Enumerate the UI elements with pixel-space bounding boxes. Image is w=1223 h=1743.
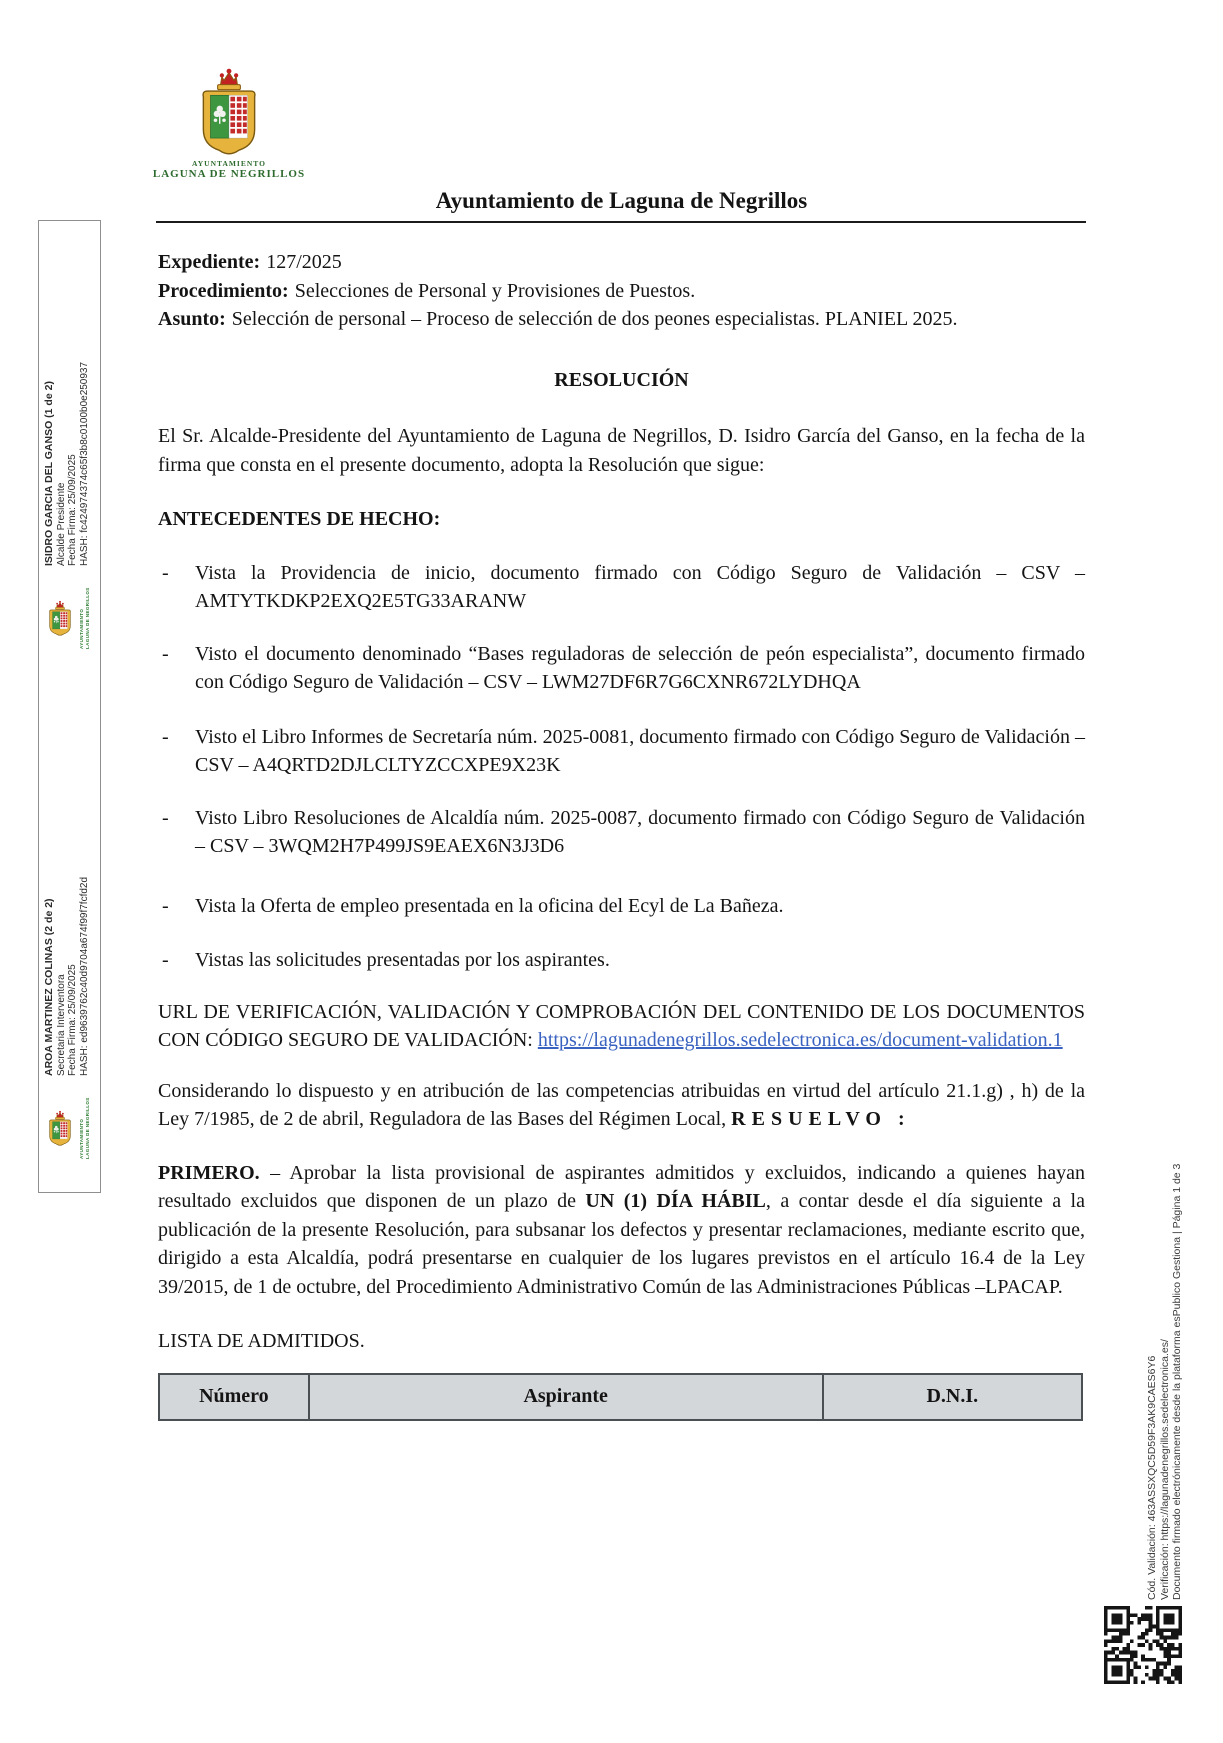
stamp-coat-of-arms xyxy=(45,599,75,637)
signer-name: ISIDRO GARCIA DEL GANSO (1 de 2) xyxy=(43,381,55,566)
gestiona-page-line: Documento firmado electrónicamente desde la plataforma esPublico Gestiona | Página 1 de 3 xyxy=(1171,1163,1183,1600)
intro-paragraph: El Sr. Alcalde-Presidente del Ayuntamiento de Laguna de Negrillos, D. Isidro García del Ganso, en la fecha de la firma que consta en el presente documento, adopta la Resolución que sigue: xyxy=(158,425,1085,476)
signer-role: Secretaria Interventora xyxy=(55,974,67,1076)
antecedente-text: Visto el documento denominado “Bases reguladoras de selección de peón especialista”, documento firmado con Código Seguro de Validación – CSV – LWM27DF6R7G6CXNR672LYDHQA xyxy=(195,642,1085,693)
coat-of-arms-logo xyxy=(193,64,265,158)
antecedente-text: Visto el Libro Informes de Secretaría núm. 2025-0081, documento firmado con Código Seguro de Validación – CSV – A4QRTD2DJLCLTYZCCXPE9X23K xyxy=(195,725,1085,776)
procedimiento-value: Selecciones de Personal y Provisiones de Puestos. xyxy=(294,279,696,302)
primero-text-1: – Aprobar la lista provisional de aspirantes admitidos y excluidos, indicando a quienes hayan resultado excluidos que disponen de un plazo de xyxy=(158,1161,1085,1212)
antecedente-item xyxy=(158,640,1085,697)
qr-code xyxy=(1104,1606,1182,1684)
admitidos-table xyxy=(158,1373,1083,1421)
logo-caption-line1: AYUNTAMIENTO xyxy=(192,159,266,168)
signature-date: Fecha Firma: 25/09/2025 xyxy=(67,964,78,1076)
lista-heading: LISTA DE ADMITIDOS. xyxy=(158,1330,365,1352)
header-divider xyxy=(156,221,1086,223)
antecedente-text: Vista la Oferta de empleo presentada en la oficina del Ecyl de La Bañeza. xyxy=(195,894,784,917)
validation-strip xyxy=(1146,1164,1184,1600)
antecedentes-heading: ANTECEDENTES DE HECHO: xyxy=(158,508,441,530)
stamp-caption xyxy=(79,1097,90,1159)
column-header-dni: D.N.I. xyxy=(823,1374,1082,1420)
document-body xyxy=(158,248,1085,1421)
verification-url-line: Verificación: https://lagunadenegrillos.sedelectronica.es/ xyxy=(1158,1339,1171,1600)
antecedente-item xyxy=(158,723,1085,780)
antecedente-item xyxy=(158,559,1085,616)
antecedente-item xyxy=(158,892,1085,921)
page-title: Ayuntamiento de Laguna de Negrillos xyxy=(435,188,808,213)
logo-caption-line2: LAGUNA DE NEGRILLOS xyxy=(152,168,306,180)
asunto-line xyxy=(158,305,1085,334)
dash-bullet: - xyxy=(162,561,169,584)
dash-bullet: - xyxy=(162,725,169,748)
resolucion-heading: RESOLUCIÓN xyxy=(554,368,689,391)
stamp-caption xyxy=(79,587,90,649)
url-paragraph xyxy=(158,998,1085,1055)
dash-bullet: - xyxy=(162,642,169,665)
antecedente-text: Vista la Providencia de inicio, documento firmado con Código Seguro de Validación – CSV – AMTYTKDKP2EXQ2E5TG33ARANW xyxy=(195,561,1085,612)
primero-paragraph xyxy=(158,1159,1085,1302)
validation-url-link[interactable]: https://lagunadenegrillos.sedelectronica.es/document-validation.1 xyxy=(537,1029,1063,1051)
signature-hash: HASH: fc424974374c65f3b8c0100b0e250937 xyxy=(78,361,90,566)
expediente-label: Expediente: xyxy=(158,251,261,273)
stamp-caption-line1: AYUNTAMIENTO xyxy=(79,1118,84,1159)
stamp-caption-line2: LAGUNA DE NEGRILLOS xyxy=(84,1097,90,1159)
primero-bold-phrase: UN (1) DÍA HÁBIL xyxy=(585,1190,766,1212)
url-text: URL DE VERIFICACIÓN, VALIDACIÓN Y COMPROBACIÓN DEL CONTENIDO DE LOS DOCUMENTOS CON CÓDIGO SEGURO DE VALIDACIÓN: xyxy=(158,1000,1085,1051)
procedimiento-line xyxy=(158,277,1085,306)
dash-bullet: - xyxy=(162,806,169,829)
signature-date: Fecha Firma: 25/09/2025 xyxy=(67,454,78,566)
signature-block-2 xyxy=(44,877,90,1076)
antecedente-item xyxy=(158,804,1085,861)
asunto-value: Selección de personal – Proceso de selección de dos peones especialistas. PLANIEL 2025. xyxy=(231,308,958,330)
table-header-row xyxy=(159,1374,1082,1420)
expediente-value: 127/2025 xyxy=(266,251,342,273)
expediente-line xyxy=(158,248,1085,277)
stamp-caption-line1: AYUNTAMIENTO xyxy=(79,608,84,649)
column-header-aspirante: Aspirante xyxy=(309,1374,823,1420)
signature-block-1 xyxy=(44,362,90,566)
dash-bullet: - xyxy=(162,894,169,917)
signer-name: AROA MARTINEZ COLINAS (2 de 2) xyxy=(43,898,55,1076)
dash-bullet: - xyxy=(162,949,169,971)
antecedente-text: Visto Libro Resoluciones de Alcaldía núm. 2025-0087, documento firmado con Código Seguro de Validación – CSV – 3WQM2H7P499JS9EAEX6N3J3D6 xyxy=(195,806,1085,857)
stamp-coat-of-arms xyxy=(45,1109,75,1147)
considerando-text: Considerando lo dispuesto y en atribución de las competencias atribuidas en virtud del artículo 21.1.g) , h) de la Ley 7/1985, de 2 de abril, Reguladora de las Bases del Régimen Local, xyxy=(158,1079,1085,1130)
asunto-label: Asunto: xyxy=(158,308,226,330)
considerando-paragraph xyxy=(158,1077,1085,1134)
primero-label: PRIMERO. xyxy=(158,1161,260,1184)
stamp-caption-line2: LAGUNA DE NEGRILLOS xyxy=(84,587,90,649)
antecedente-text: Vistas las solicitudes presentadas por los aspirantes. xyxy=(195,949,610,971)
validation-code-line: Cód. Validación: 463ASSXQC5D59F3AK9CAES6Y6 xyxy=(1146,1355,1158,1600)
antecedente-item xyxy=(158,946,1085,975)
logo-caption xyxy=(134,159,324,181)
resuelvo-text: RESUELVO : xyxy=(731,1108,911,1130)
column-header-numero: Número xyxy=(159,1374,309,1420)
signer-role: Alcalde Presidente xyxy=(55,482,67,566)
procedimiento-label: Procedimiento: xyxy=(158,279,289,302)
signature-hash: HASH: ed9639762c40d9704a674f99f7fcfd2d xyxy=(78,876,90,1076)
primero-text-2: , a contar desde el día siguiente a la publicación de la presente Resolución, para subsanar los defectos y presentar reclamaciones, mediante escrito que, dirigido a esta Alcaldía, podrá presentarse en cualquier de los lugares previstos en el artículo 16.4 de la Ley 39/2015, de 1 de octubre, del Procedimiento Administrativo Común de las Administraciones Públicas –LPACAP. xyxy=(158,1190,1085,1298)
